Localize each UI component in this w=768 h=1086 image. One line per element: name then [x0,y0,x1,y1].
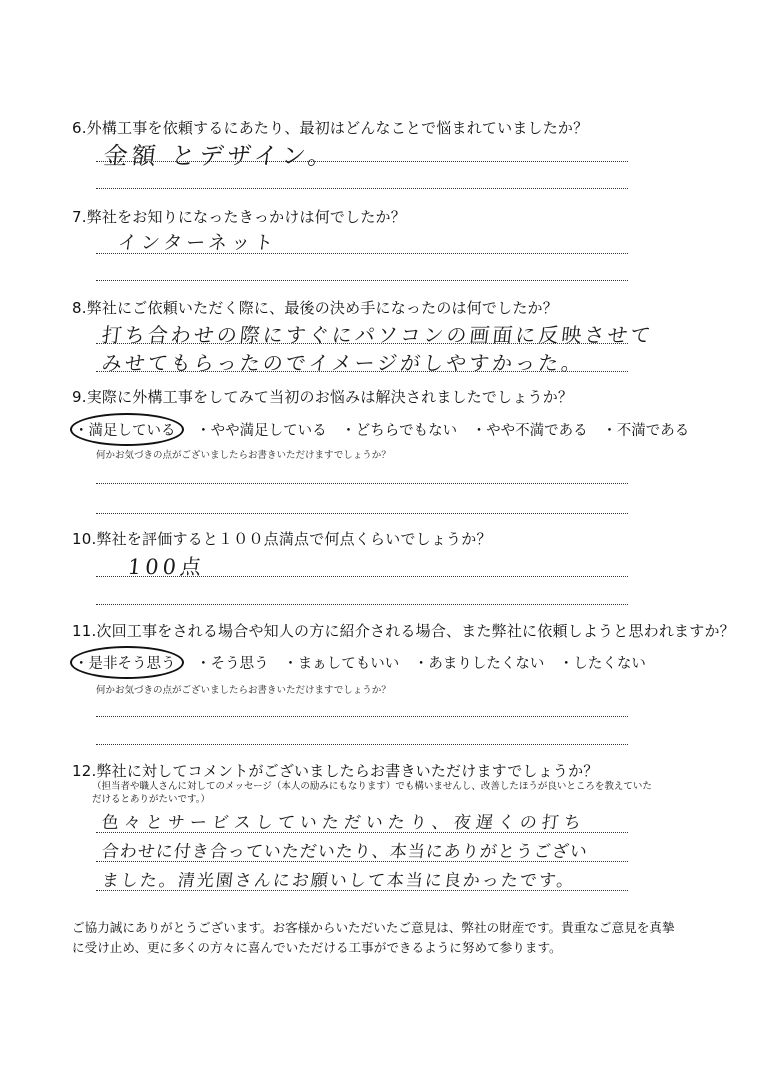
q11-option-selected[interactable]: ・是非そう思う [74,652,176,673]
answer-line [96,371,628,372]
q9-option[interactable]: ・どちらでもない [341,423,458,439]
answer-line [96,890,628,891]
answer-7: インターネット [116,232,279,254]
closing-message: ご協力誠にありがとうございます。お客様からいただいたご意見は、弊社の財産です。貴重なご意見を真摯に受け止め、更に多くの方々に喜んでいただける工事ができるように努めて参ります。 [72,920,675,955]
question-12: 12.弊社に対してコメントがございましたらお書きいただけますでしょうか？ [72,762,599,780]
q9-option[interactable]: ・やや満足している [196,423,327,439]
question-10: 10.弊社を評価すると１００点満点で何点くらいでしょうか？ [72,530,492,548]
answer-8-line-1: 打ち合わせの際にすぐにパソコンの画面に反映させて [100,323,655,347]
question-7: 7.弊社をお知りになったきっかけは何でしたか？ [72,208,406,226]
answer-12-line-2: 合わせに付き合っていただいたり、本当にありがとうござい [100,842,589,862]
q9-subprompt: 何かお気づきの点がございましたらお書きいただけますでしょうか？ [96,450,391,461]
answer-12-line-1: 色々とサービスしていただいたり、夜遅くの打ち [100,813,587,833]
q11-option[interactable]: ・あまりしたくない [413,656,545,672]
answer-line [96,832,628,833]
answer-line [96,576,628,577]
answer-line [96,604,628,605]
question-8: 8.弊社にご依頼いただく際に、最後の決め手になったのは何でしたか？ [72,299,558,317]
answer-line [96,744,628,745]
answer-line [96,513,628,514]
q9-options [74,419,699,440]
answer-10: 100点 [126,555,207,579]
q9-option[interactable]: ・不満である [602,423,690,439]
answer-line [96,188,628,189]
answer-line [96,253,628,254]
q11-option[interactable]: ・したくない [558,656,646,672]
answer-line [96,343,628,344]
q11-option[interactable]: ・そう思う [196,656,269,672]
q11-option[interactable]: ・まぁしてもいい [283,656,400,672]
q9-option-selected[interactable]: ・満足している [74,419,176,440]
answer-8-line-2: みせてもらったのでイメージがしやすかった。 [100,351,586,375]
question-11: 11.次回工事をされる場合や知人の方に紹介される場合、また弊社に依頼しようと思われますか？ [72,622,735,640]
q12-note: （担当者や職人さんに対してのメッセージ（本人の励みにもなります）でも構いませんし、改善したほうが良いところを教えていただけるとありがたいです。） [92,781,652,805]
answer-line [96,161,628,162]
question-6: 6.外構工事を依頼するにあたり、最初はどんなことで悩まれていましたか？ [72,119,589,137]
q11-subprompt: 何かお気づきの点がございましたらお書きいただけますでしょうか？ [96,685,391,696]
answer-12-line-3: ました。清光園さんにお願いして本当に良かったです。 [100,871,577,891]
answer-6: 金額 とデザイン。 [102,142,338,170]
q11-options [74,652,656,673]
question-9: 9.実際に外構工事をしてみて当初のお悩みは解決されましたでしょうか？ [72,388,574,406]
answer-line [96,716,628,717]
q9-option[interactable]: ・やや不満である [471,423,588,439]
answer-line [96,280,628,281]
answer-line [96,861,628,862]
answer-line [96,483,628,484]
